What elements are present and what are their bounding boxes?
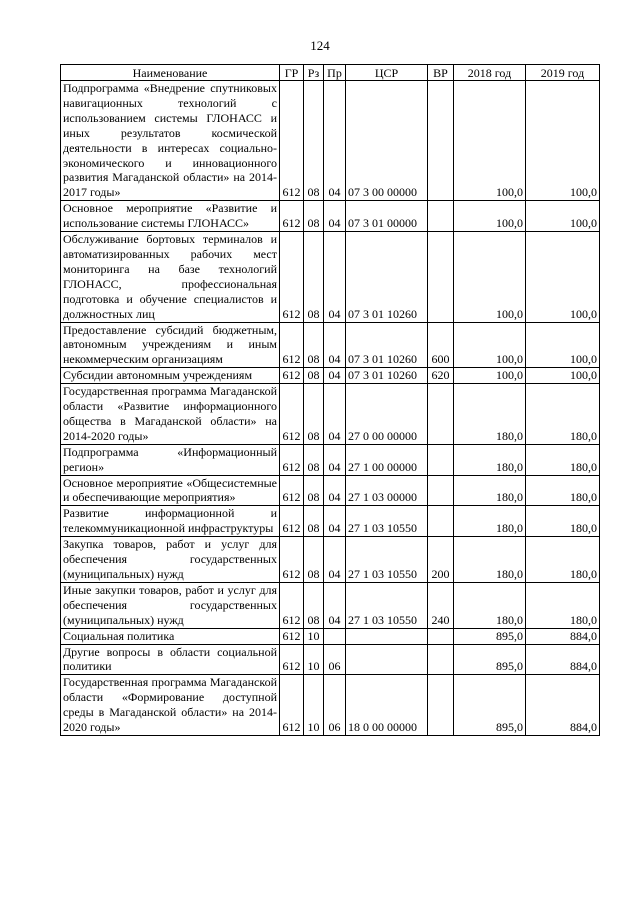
gr-cell: 612 <box>280 232 304 322</box>
name-cell: Подпрограмма «Информационный регион» <box>61 444 280 475</box>
amount-2018-cell: 180,0 <box>454 384 526 445</box>
table-row <box>61 628 600 644</box>
rz-cell: 08 <box>304 322 324 368</box>
amount-2019-cell: 884,0 <box>526 644 600 675</box>
budget-table <box>60 64 600 736</box>
name-cell: Основное мероприятие «Общесистемные и обеспечивающие мероприятия» <box>61 475 280 506</box>
name-cell: Иные закупки товаров, работ и услуг для обеспечения государственных (муниципальных) нужд <box>61 582 280 628</box>
amount-2018-cell: 100,0 <box>454 201 526 232</box>
vr-cell: 620 <box>428 368 454 384</box>
csr-cell <box>346 628 428 644</box>
amount-2018-cell: 100,0 <box>454 81 526 201</box>
amount-2018-cell: 180,0 <box>454 537 526 583</box>
csr-cell: 27 1 03 10550 <box>346 582 428 628</box>
name-cell: Социальная политика <box>61 628 280 644</box>
gr-cell: 612 <box>280 675 304 736</box>
table-row <box>61 232 600 322</box>
table-row <box>61 201 600 232</box>
name-cell: Закупка товаров, работ и услуг для обеспечения государственных (муниципальных) нужд <box>61 537 280 583</box>
gr-cell: 612 <box>280 81 304 201</box>
vr-cell <box>428 644 454 675</box>
rz-cell: 08 <box>304 201 324 232</box>
pr-cell: 04 <box>324 537 346 583</box>
csr-cell <box>346 644 428 675</box>
pr-cell: 04 <box>324 201 346 232</box>
gr-cell: 612 <box>280 384 304 445</box>
page-number: 124 <box>310 38 330 53</box>
vr-cell: 200 <box>428 537 454 583</box>
name-cell: Предоставление субсидий бюджетным, автономным учреждениям и иным некоммерческим организациям <box>61 322 280 368</box>
gr-cell: 612 <box>280 644 304 675</box>
amount-2018-cell: 895,0 <box>454 675 526 736</box>
amount-2018-cell: 895,0 <box>454 644 526 675</box>
rz-cell: 08 <box>304 444 324 475</box>
table-row <box>61 444 600 475</box>
pr-cell: 06 <box>324 644 346 675</box>
column-header-vr: ВР <box>428 65 454 81</box>
column-header-csr: ЦСР <box>346 65 428 81</box>
table-body <box>61 81 600 736</box>
table-row <box>61 81 600 201</box>
pr-cell: 04 <box>324 368 346 384</box>
column-header-2018: 2018 год <box>454 65 526 81</box>
amount-2019-cell: 180,0 <box>526 506 600 537</box>
name-cell: Обслуживание бортовых терминалов и автоматизированных рабочих мест мониторинга на базе технологий ГЛОНАСС, профессиональная подготовка и обучение специалистов и должностных лиц <box>61 232 280 322</box>
amount-2019-cell: 180,0 <box>526 582 600 628</box>
amount-2019-cell: 884,0 <box>526 628 600 644</box>
rz-cell: 08 <box>304 368 324 384</box>
name-cell: Субсидии автономным учреждениям <box>61 368 280 384</box>
pr-cell: 04 <box>324 81 346 201</box>
amount-2019-cell: 100,0 <box>526 232 600 322</box>
pr-cell: 04 <box>324 384 346 445</box>
csr-cell: 27 1 03 10550 <box>346 537 428 583</box>
amount-2018-cell: 180,0 <box>454 444 526 475</box>
table-row <box>61 675 600 736</box>
csr-cell: 07 3 01 10260 <box>346 368 428 384</box>
name-cell: Подпрограмма «Внедрение спутниковых навигационных технологий с использованием системы ГЛОНАСС и иных результатов космической деятельности в интересах социально-экономического и инновационного развития Магаданской области» на 2014-2017 годы» <box>61 81 280 201</box>
amount-2018-cell: 100,0 <box>454 322 526 368</box>
table-row <box>61 322 600 368</box>
column-header-rz: Рз <box>304 65 324 81</box>
gr-cell: 612 <box>280 475 304 506</box>
table-row <box>61 582 600 628</box>
vr-cell <box>428 201 454 232</box>
vr-cell <box>428 675 454 736</box>
column-header-name: Наименование <box>61 65 280 81</box>
vr-cell <box>428 384 454 445</box>
pr-cell <box>324 628 346 644</box>
amount-2019-cell: 180,0 <box>526 537 600 583</box>
pr-cell: 04 <box>324 506 346 537</box>
gr-cell: 612 <box>280 444 304 475</box>
vr-cell <box>428 475 454 506</box>
csr-cell: 07 3 00 00000 <box>346 81 428 201</box>
amount-2019-cell: 100,0 <box>526 81 600 201</box>
column-header-pr: Пр <box>324 65 346 81</box>
gr-cell: 612 <box>280 628 304 644</box>
amount-2019-cell: 100,0 <box>526 201 600 232</box>
rz-cell: 08 <box>304 582 324 628</box>
name-cell: Государственная программа Магаданской области «Развитие информационного общества в Магаданской области» на 2014-2020 годы» <box>61 384 280 445</box>
amount-2019-cell: 100,0 <box>526 322 600 368</box>
pr-cell: 04 <box>324 582 346 628</box>
table-row <box>61 506 600 537</box>
name-cell: Развитие информационной и телекоммуникационной инфраструктуры <box>61 506 280 537</box>
amount-2018-cell: 180,0 <box>454 506 526 537</box>
gr-cell: 612 <box>280 537 304 583</box>
pr-cell: 04 <box>324 444 346 475</box>
rz-cell: 10 <box>304 628 324 644</box>
amount-2018-cell: 180,0 <box>454 475 526 506</box>
csr-cell: 07 3 01 10260 <box>346 232 428 322</box>
gr-cell: 612 <box>280 368 304 384</box>
csr-cell: 07 3 01 00000 <box>346 201 428 232</box>
amount-2019-cell: 100,0 <box>526 368 600 384</box>
rz-cell: 08 <box>304 537 324 583</box>
amount-2018-cell: 100,0 <box>454 368 526 384</box>
table-header-row <box>61 65 600 81</box>
rz-cell: 08 <box>304 81 324 201</box>
gr-cell: 612 <box>280 506 304 537</box>
csr-cell: 18 0 00 00000 <box>346 675 428 736</box>
column-header-gr: ГР <box>280 65 304 81</box>
table-row <box>61 368 600 384</box>
csr-cell: 07 3 01 10260 <box>346 322 428 368</box>
pr-cell: 04 <box>324 232 346 322</box>
amount-2019-cell: 180,0 <box>526 475 600 506</box>
amount-2018-cell: 180,0 <box>454 582 526 628</box>
name-cell: Другие вопросы в области социальной политики <box>61 644 280 675</box>
rz-cell: 08 <box>304 232 324 322</box>
table-row <box>61 537 600 583</box>
csr-cell: 27 1 03 10550 <box>346 506 428 537</box>
amount-2018-cell: 895,0 <box>454 628 526 644</box>
gr-cell: 612 <box>280 322 304 368</box>
column-header-2019: 2019 год <box>526 65 600 81</box>
gr-cell: 612 <box>280 201 304 232</box>
amount-2018-cell: 100,0 <box>454 232 526 322</box>
amount-2019-cell: 180,0 <box>526 384 600 445</box>
amount-2019-cell: 884,0 <box>526 675 600 736</box>
name-cell: Основное мероприятие «Развитие и использование системы ГЛОНАСС» <box>61 201 280 232</box>
table-row <box>61 475 600 506</box>
vr-cell: 600 <box>428 322 454 368</box>
table-row <box>61 644 600 675</box>
pr-cell: 04 <box>324 475 346 506</box>
rz-cell: 10 <box>304 644 324 675</box>
rz-cell: 08 <box>304 506 324 537</box>
vr-cell <box>428 628 454 644</box>
vr-cell: 240 <box>428 582 454 628</box>
csr-cell: 27 1 03 00000 <box>346 475 428 506</box>
gr-cell: 612 <box>280 582 304 628</box>
vr-cell <box>428 506 454 537</box>
rz-cell: 10 <box>304 675 324 736</box>
vr-cell <box>428 81 454 201</box>
pr-cell: 04 <box>324 322 346 368</box>
csr-cell: 27 1 00 00000 <box>346 444 428 475</box>
csr-cell: 27 0 00 00000 <box>346 384 428 445</box>
rz-cell: 08 <box>304 384 324 445</box>
rz-cell: 08 <box>304 475 324 506</box>
vr-cell <box>428 444 454 475</box>
amount-2019-cell: 180,0 <box>526 444 600 475</box>
table-row <box>61 384 600 445</box>
pr-cell: 06 <box>324 675 346 736</box>
vr-cell <box>428 232 454 322</box>
name-cell: Государственная программа Магаданской области «Формирование доступной среды в Магаданской области» на 2014-2020 годы» <box>61 675 280 736</box>
